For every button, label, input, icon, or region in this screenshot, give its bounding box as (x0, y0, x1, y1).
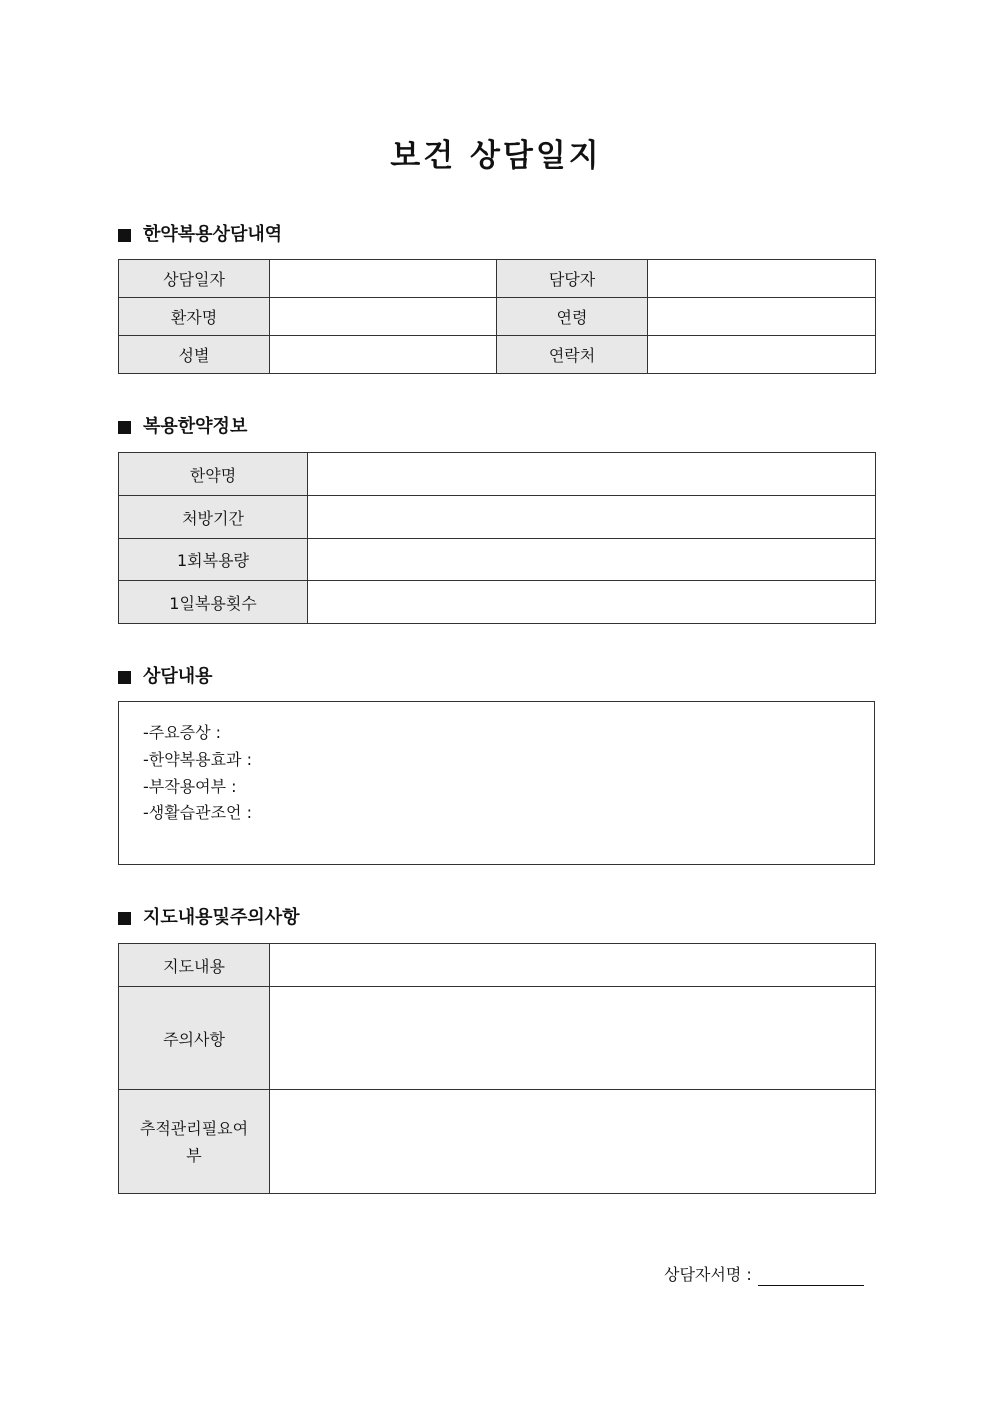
doses-per-day-field[interactable] (308, 581, 876, 624)
medicine-name-field[interactable] (308, 453, 876, 496)
section-heading-text: 상담내용 (143, 666, 213, 687)
square-bullet-icon (118, 912, 131, 925)
age-field[interactable] (648, 298, 876, 336)
contact-field[interactable] (648, 336, 876, 374)
consult-table (118, 259, 876, 374)
label-patient-name: 환자명 (119, 298, 270, 336)
prescription-period-field[interactable] (308, 496, 876, 539)
label-age: 연령 (497, 298, 648, 336)
section-heading-content (118, 665, 213, 689)
label-dose-per-time: 1회복용량 (119, 539, 308, 581)
label-prescription-period: 처방기간 (119, 496, 308, 539)
table-row (119, 336, 876, 374)
section-heading-text: 복용한약정보 (143, 416, 248, 437)
square-bullet-icon (118, 229, 131, 242)
signature-label: 상담자서명 : (664, 1265, 752, 1284)
label-doses-per-day: 1일복용횟수 (119, 581, 308, 624)
followup-needed-field[interactable] (270, 1090, 876, 1194)
label-precautions: 주의사항 (119, 987, 270, 1090)
guidance-field[interactable] (270, 944, 876, 987)
square-bullet-icon (118, 671, 131, 684)
label-contact: 연락처 (497, 336, 648, 374)
gender-field[interactable] (270, 336, 497, 374)
signature-area (664, 1264, 864, 1286)
table-row (119, 987, 876, 1090)
table-row (119, 539, 876, 581)
signature-line[interactable] (758, 1267, 864, 1286)
label-gender: 성별 (119, 336, 270, 374)
table-row (119, 581, 876, 624)
section-heading-medicine (118, 415, 247, 439)
patient-name-field[interactable] (270, 298, 497, 336)
section-heading-consult (118, 223, 282, 247)
table-row (119, 260, 876, 298)
content-line-symptoms: -주요증상 : (143, 723, 222, 742)
label-staff: 담당자 (497, 260, 648, 298)
page-title: 보건 상담일지 (390, 138, 602, 174)
label-medicine-name: 한약명 (119, 453, 308, 496)
staff-field[interactable] (648, 260, 876, 298)
table-row (119, 1090, 876, 1194)
square-bullet-icon (118, 421, 131, 434)
guidance-table (118, 943, 876, 1194)
medicine-table (118, 452, 876, 624)
section-heading-guidance (118, 906, 300, 930)
consult-date-field[interactable] (270, 260, 497, 298)
section-heading-text: 한약복용상담내역 (143, 224, 283, 245)
section-heading-text: 지도내용및주의사항 (143, 907, 300, 928)
table-row (119, 944, 876, 987)
consult-content-box[interactable] (118, 701, 875, 865)
table-row (119, 496, 876, 539)
table-row (119, 298, 876, 336)
label-consult-date: 상담일자 (119, 260, 270, 298)
precautions-field[interactable] (270, 987, 876, 1090)
label-guidance: 지도내용 (119, 944, 270, 987)
content-line-effect: -한약복용효과 : (143, 750, 252, 769)
dose-per-time-field[interactable] (308, 539, 876, 581)
content-line-side-effects: -부작용여부 : (143, 777, 237, 796)
label-followup-needed: 추적관리필요여부 (119, 1090, 270, 1194)
content-line-lifestyle: -생활습관조언 : (143, 803, 252, 822)
table-row (119, 453, 876, 496)
